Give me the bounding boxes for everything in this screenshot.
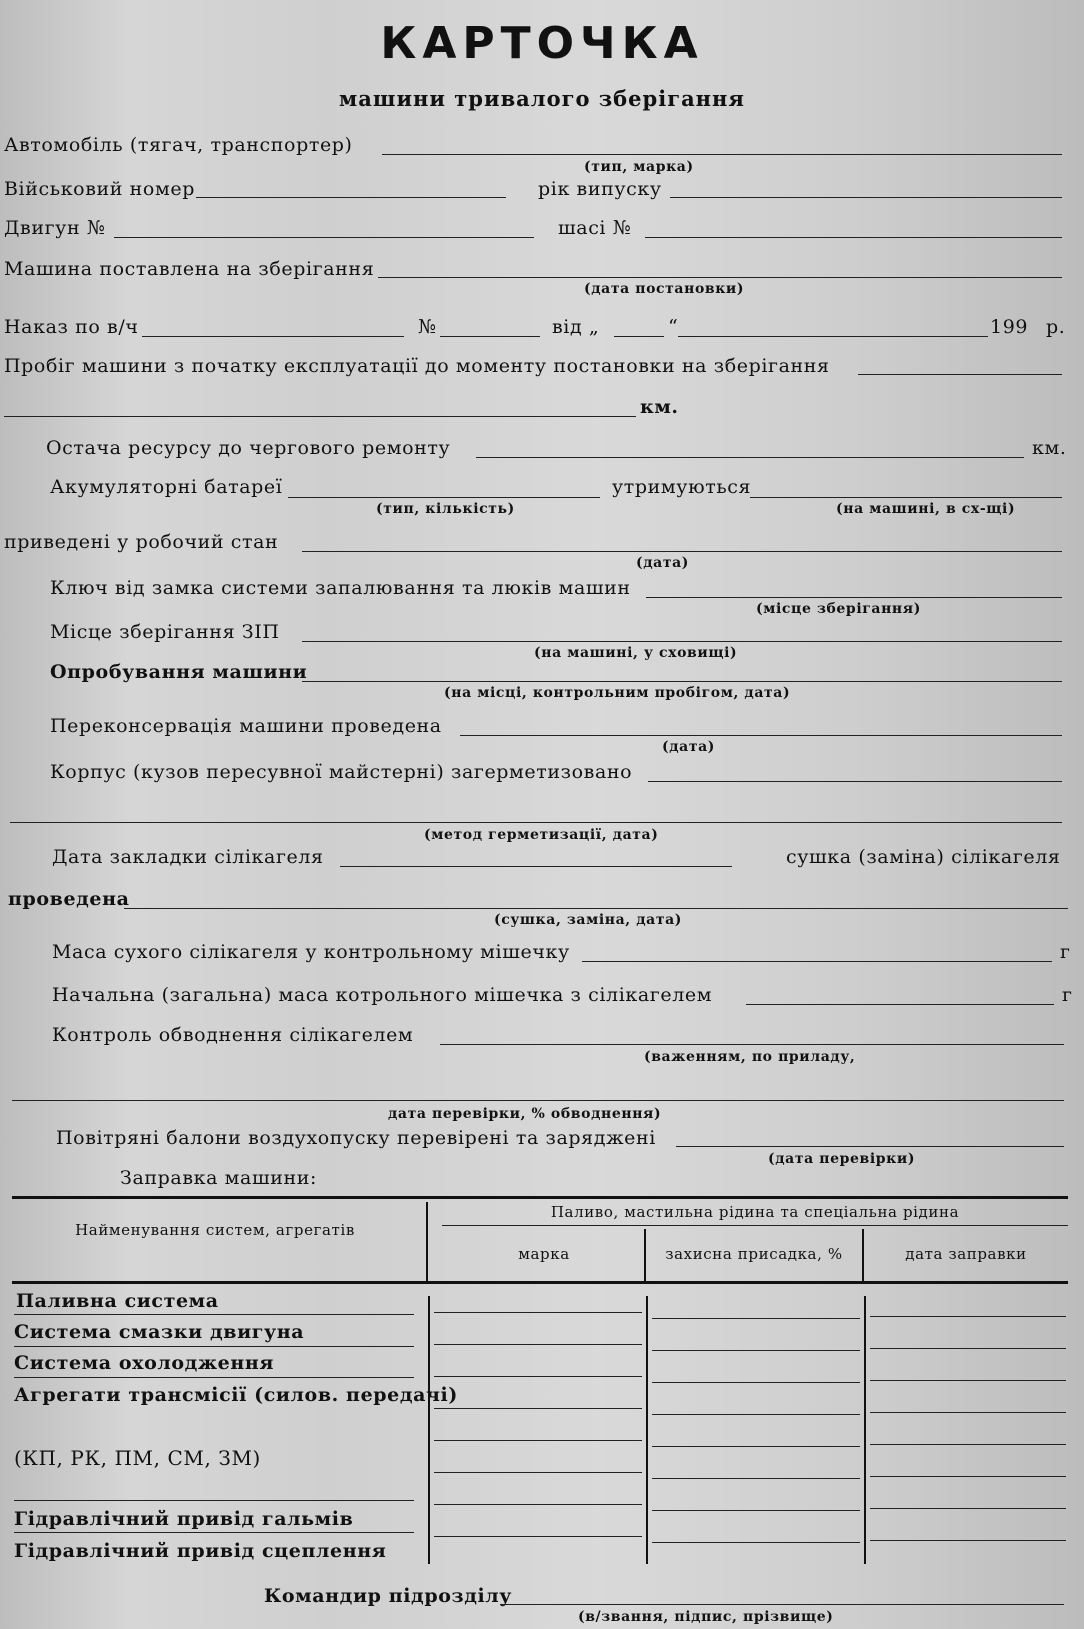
- dry-mass-unit: г: [1060, 941, 1071, 963]
- table-row-line: [14, 1346, 414, 1347]
- resource-field[interactable]: [476, 457, 1024, 458]
- mil-number-field[interactable]: [196, 197, 506, 198]
- order-no-field[interactable]: [440, 336, 540, 337]
- hull-field-a[interactable]: [648, 781, 1062, 782]
- silica-dry-label: сушка (заміна) сілікагеля: [786, 846, 1061, 868]
- control-hint-2: дата перевірки, % обводнення): [388, 1106, 662, 1122]
- hull-field-b[interactable]: [10, 822, 1062, 823]
- table-row-label: Система охолодження: [14, 1352, 275, 1374]
- mileage-field-a[interactable]: [858, 374, 1062, 375]
- cell-blank[interactable]: [434, 1312, 642, 1313]
- col-divider-header-2: [644, 1229, 646, 1282]
- zip-hint: (на машині, у сховищі): [534, 645, 738, 661]
- col-divider-body-3: [864, 1296, 866, 1564]
- table-row-label: Гідравлічний привід гальмів: [14, 1508, 354, 1530]
- init-mass-unit: г: [1062, 984, 1073, 1006]
- init-mass-field[interactable]: [746, 1004, 1054, 1005]
- order-month-field[interactable]: [678, 336, 988, 337]
- key-hint: (місце зберігання): [756, 601, 921, 617]
- engine-label: Двигун №: [4, 217, 106, 239]
- balloons-field[interactable]: [676, 1146, 1064, 1147]
- col-divider-header-1: [426, 1202, 428, 1282]
- table-row-line: [14, 1532, 414, 1533]
- balloons-hint: (дата перевірки): [768, 1151, 916, 1167]
- batteries-field[interactable]: [288, 497, 600, 498]
- kept-field[interactable]: [750, 497, 1062, 498]
- col-brand-header: марка: [518, 1245, 570, 1263]
- commander-label: Командир підрозділу: [264, 1585, 513, 1607]
- table-header-border: [12, 1281, 1068, 1284]
- engine-field[interactable]: [114, 237, 534, 238]
- storage-hint: (дата постановки): [584, 281, 745, 297]
- col-group-header: Паливо, мастильна рідина та спеціальна рідина: [550, 1203, 960, 1221]
- cell-blank[interactable]: [652, 1318, 860, 1319]
- order-label: Наказ по в/ч: [4, 316, 139, 338]
- cell-blank[interactable]: [434, 1344, 642, 1345]
- control-field-a[interactable]: [440, 1044, 1064, 1045]
- zip-label: Місце зберігання ЗІП: [50, 621, 280, 643]
- balloons-label: Повітряні балони воздухопуску перевірені та заряджені: [56, 1127, 656, 1149]
- col-divider-body-2: [646, 1296, 648, 1564]
- vehicle-field[interactable]: [382, 154, 1062, 155]
- year-label: рік випуску: [538, 178, 662, 200]
- recons-hint: (дата): [662, 739, 715, 755]
- order-year-suffix: р.: [1046, 316, 1066, 338]
- dry-mass-label: Маса сухого сілікагеля у контрольному мішечку: [52, 941, 570, 963]
- cell-blank[interactable]: [870, 1444, 1066, 1445]
- order-no-label: №: [418, 316, 437, 338]
- mileage-field-b[interactable]: [4, 416, 636, 417]
- vehicle-label: Автомобіль (тягач, транспортер): [4, 134, 353, 156]
- zip-field[interactable]: [302, 641, 1062, 642]
- done-label: проведена: [8, 888, 130, 910]
- cell-blank[interactable]: [652, 1542, 860, 1543]
- table-row-label: Гідравлічний привід сцеплення: [14, 1540, 387, 1562]
- table-row-label: Паливна система: [16, 1290, 219, 1312]
- cell-blank[interactable]: [870, 1348, 1066, 1349]
- cell-blank[interactable]: [870, 1380, 1066, 1381]
- ready-label: приведені у робочий стан: [4, 531, 279, 553]
- ready-hint: (дата): [636, 555, 689, 571]
- control-field-b[interactable]: [12, 1100, 1064, 1101]
- recons-field[interactable]: [460, 735, 1062, 736]
- table-row-line: [14, 1500, 414, 1501]
- commander-hint: (в/звання, підпис, прізвище): [578, 1609, 834, 1625]
- cell-blank[interactable]: [870, 1476, 1066, 1477]
- mil-number-label: Військовий номер: [4, 178, 195, 200]
- ready-field[interactable]: [302, 551, 1062, 552]
- table-row-line: [14, 1377, 414, 1378]
- col-divider-body-1: [428, 1296, 430, 1564]
- cell-blank[interactable]: [434, 1440, 642, 1441]
- cell-blank[interactable]: [434, 1504, 642, 1505]
- table-row-label: (КП, РК, ПМ, СМ, ЗМ): [14, 1446, 261, 1470]
- table-row-line: [14, 1314, 414, 1315]
- cell-blank[interactable]: [870, 1508, 1066, 1509]
- group-header-border: [442, 1225, 1068, 1226]
- cell-blank[interactable]: [652, 1478, 860, 1479]
- cell-blank[interactable]: [652, 1382, 860, 1383]
- table-top-border: [12, 1196, 1068, 1199]
- control-hint: (важенням, по приладу,: [644, 1049, 856, 1065]
- vehicle-hint: (тип, марка): [584, 159, 694, 175]
- col-systems-header: Найменування систем, агрегатів: [75, 1221, 355, 1239]
- cell-blank[interactable]: [870, 1316, 1066, 1317]
- cell-blank[interactable]: [434, 1472, 642, 1473]
- mileage-km: км.: [640, 396, 679, 418]
- commander-field[interactable]: [500, 1604, 1064, 1605]
- cell-blank[interactable]: [434, 1408, 642, 1409]
- resource-km: км.: [1032, 437, 1067, 459]
- batteries-label: Акумуляторні батареї: [50, 476, 283, 498]
- mileage-label: Пробіг машини з початку експлуатації до моменту постановки на зберігання: [4, 355, 830, 377]
- recons-label: Переконсервація машини проведена: [50, 715, 442, 737]
- control-label: Контроль обводнення сілікагелем: [52, 1024, 414, 1046]
- cell-blank[interactable]: [652, 1446, 860, 1447]
- batteries-hint: (тип, кількість): [376, 501, 515, 517]
- cell-blank[interactable]: [434, 1536, 642, 1537]
- dry-mass-field[interactable]: [582, 961, 1052, 962]
- col-additive-header: захисна присадка, %: [665, 1245, 843, 1263]
- init-mass-label: Начальна (загальна) маса котрольного мішечка з сілікагелем: [52, 984, 713, 1006]
- cell-blank[interactable]: [870, 1412, 1066, 1413]
- refuel-label: Заправка машини:: [120, 1167, 318, 1189]
- cell-blank[interactable]: [652, 1350, 860, 1351]
- col-divider-header-3: [862, 1229, 864, 1282]
- chassis-field[interactable]: [645, 237, 1062, 238]
- kept-label: утримуються: [612, 476, 752, 498]
- test-hint: (на місці, контрольним пробігом, дата): [444, 685, 791, 701]
- resource-label: Остача ресурсу до чергового ремонту: [46, 437, 451, 459]
- cell-blank[interactable]: [870, 1540, 1066, 1541]
- cell-blank[interactable]: [652, 1414, 860, 1415]
- order-from-label: від „: [552, 316, 600, 338]
- order-year: 199: [990, 316, 1029, 338]
- silica-date-field[interactable]: [340, 866, 732, 867]
- hull-hint: (метод герметизації, дата): [424, 827, 659, 843]
- card-title: КАРТОЧКА: [380, 18, 704, 69]
- storage-label: Машина поставлена на зберігання: [4, 258, 375, 280]
- done-hint: (сушка, заміна, дата): [494, 912, 683, 928]
- card-subtitle: машини тривалого зберігання: [339, 86, 745, 111]
- chassis-label: шасі №: [558, 217, 632, 239]
- storage-field[interactable]: [378, 277, 1062, 278]
- table-row-label: Агрегати трансмісії (силов. передачі): [14, 1384, 458, 1406]
- key-label: Ключ від замка системи запалювання та люків машин: [50, 577, 631, 599]
- order-day-field[interactable]: [614, 336, 664, 337]
- order-quote: “: [668, 316, 679, 338]
- cell-blank[interactable]: [434, 1376, 642, 1377]
- year-field[interactable]: [670, 197, 1062, 198]
- test-field[interactable]: [302, 681, 1062, 682]
- done-field[interactable]: [124, 908, 1068, 909]
- silica-date-label: Дата закладки сілікагеля: [52, 846, 324, 868]
- kept-hint: (на машині, в сх-щі): [836, 501, 1016, 517]
- test-label: Опробування машини: [50, 661, 308, 683]
- col-date-header: дата заправки: [905, 1245, 1027, 1263]
- hull-label: Корпус (кузов пересувної майстерні) загерметизовано: [50, 761, 633, 783]
- order-unit-field[interactable]: [142, 336, 404, 337]
- cell-blank[interactable]: [652, 1510, 860, 1511]
- table-row-label: Система смазки двигуна: [14, 1321, 305, 1343]
- key-field[interactable]: [646, 597, 1062, 598]
